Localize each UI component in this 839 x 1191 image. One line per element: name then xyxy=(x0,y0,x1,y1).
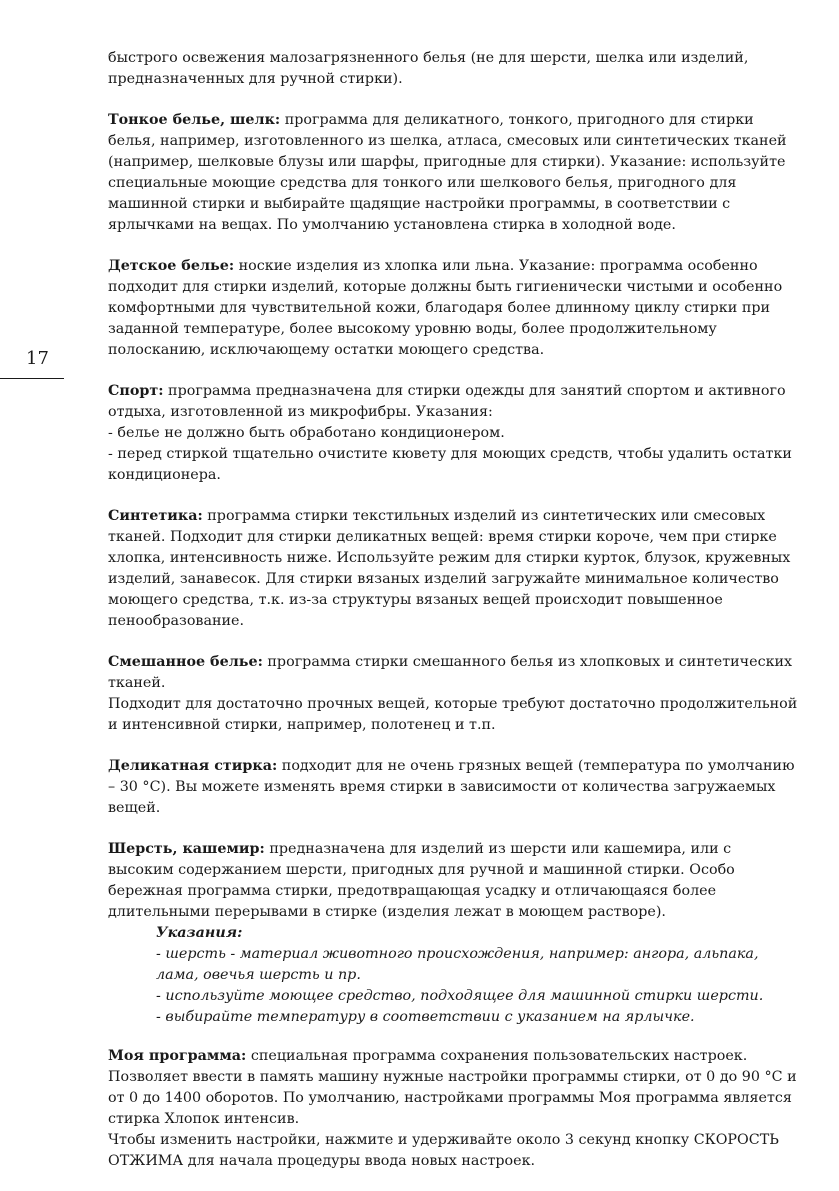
intro-paragraph: быстрого освежения малозагрязненного белья (не для шерсти, шелка или изделий, предназначенных для ручной стирки). xyxy=(108,50,749,87)
program-term: Тонкое белье, шелк: xyxy=(108,112,281,128)
program-text: подходит для не очень грязных вещей (температура по умолчанию – 30 °С). Вы можете изменять время стирки в зависимости от количества загружаемых вещей. xyxy=(108,758,795,816)
program-term: Смешанное белье: xyxy=(108,654,263,670)
program-sport xyxy=(108,381,798,486)
program-synthetics xyxy=(108,506,798,632)
program-text: программа для деликатного, тонкого, пригодного для стирки белья, например, изготовленного из шелка, атласа, смесовых или синтетических тканей (например, шелковые блузы или шарфы, пригодные для стирки). Указание: используйте специальные моющие средства для тонкого или шелкового белья, пригодного для машинной стирки и выбирайте щадящие настройки программы, в соответствии с ярлычками на вещах. По умолчанию установлена стирка в холодной воде. xyxy=(108,112,787,233)
note-item: - шерсть - материал животного происхождения, например: ангора, альпака, лама, овечья шерсть и пр. xyxy=(156,946,759,983)
program-term: Спорт: xyxy=(108,383,164,399)
program-baby xyxy=(108,256,798,361)
program-text: программа стирки смешанного белья из хлопковых и синтетических тканей. xyxy=(108,654,793,691)
program-my-program xyxy=(108,1046,798,1172)
wool-notes xyxy=(156,923,798,1028)
program-mixed xyxy=(108,652,798,736)
program-text: специальная программа сохранения пользовательских настроек. Позволяет ввести в память машину нужные настройки программы стирки, от 0 до 90 °С и от 0 до 1400 оборотов. По умолчанию, настройками программы Моя программа является стирка Хлопок интенсив. xyxy=(108,1048,797,1127)
page-number: 17 xyxy=(26,348,49,369)
program-term: Синтетика: xyxy=(108,508,203,524)
program-text: программа стирки текстильных изделий из синтетических или смесовых тканей. Подходит для стирки деликатных вещей: время стирки короче, чем при стирке хлопка, интенсивность ниже. Используйте режим для стирки курток, блузок, кружевных изделий, занавесок. Для стирки вязаных изделий загружайте минимальное количество моющего средства, т.к. из-за структуры вязаных вещей происходит повышенное пенообразование. xyxy=(108,508,791,629)
note-line: - белье не должно быть обработано кондиционером. xyxy=(108,425,505,441)
program-term: Шерсть, кашемир: xyxy=(108,841,265,857)
notes-title: Указания: xyxy=(156,925,243,941)
program-text: предназначена для изделий из шерсти или кашемира, или с высоким содержанием шерсти, пригодных для ручной и машинной стирки. Особо бережная программа стирки, предотвращающая усадку и отличающаяся более длительными перерывами в стирке (изделия лежат в моющем растворе). xyxy=(108,841,735,920)
note-item: - используйте моющее средство, подходящее для машинной стирки шерсти. xyxy=(156,988,764,1004)
program-fine-silk xyxy=(108,110,798,236)
page-number-rule xyxy=(0,378,64,379)
program-term: Деликатная стирка: xyxy=(108,758,278,774)
program-text: программа предназначена для стирки одежды для занятий спортом и активного отдыха, изготовленной из микрофибры. Указания: xyxy=(108,383,786,420)
note-line: - перед стиркой тщательно очистите кювету для моющих средств, чтобы удалить остатки кондиционера. xyxy=(108,446,792,483)
program-text: ноские изделия из хлопка или льна. Указание: программа особенно подходит для стирки изделий, которые должны быть гигиенически чистыми и особенно комфортными для чувствительной кожи, благодаря более длинному циклу стирки при заданной температуре, более высокому уровню воды, более продолжительному полосканию, исключающему остатки моющего средства. xyxy=(108,258,783,358)
program-term: Моя программа: xyxy=(108,1048,247,1064)
note-line: Чтобы изменить настройки, нажмите и удерживайте около 3 секунд кнопку СКОРОСТЬ ОТЖИМА для начала процедуры ввода новых настроек. xyxy=(108,1132,779,1169)
program-wool xyxy=(108,839,798,923)
document-body xyxy=(108,48,798,1172)
note-item: - выбирайте температуру в соответствии с указанием на ярлычке. xyxy=(156,1009,695,1025)
program-delicate xyxy=(108,756,798,819)
program-term: Детское белье: xyxy=(108,258,235,274)
note-line: Подходит для достаточно прочных вещей, которые требуют достаточно продолжительной и интенсивной стирки, например, полотенец и т.п. xyxy=(108,696,798,733)
